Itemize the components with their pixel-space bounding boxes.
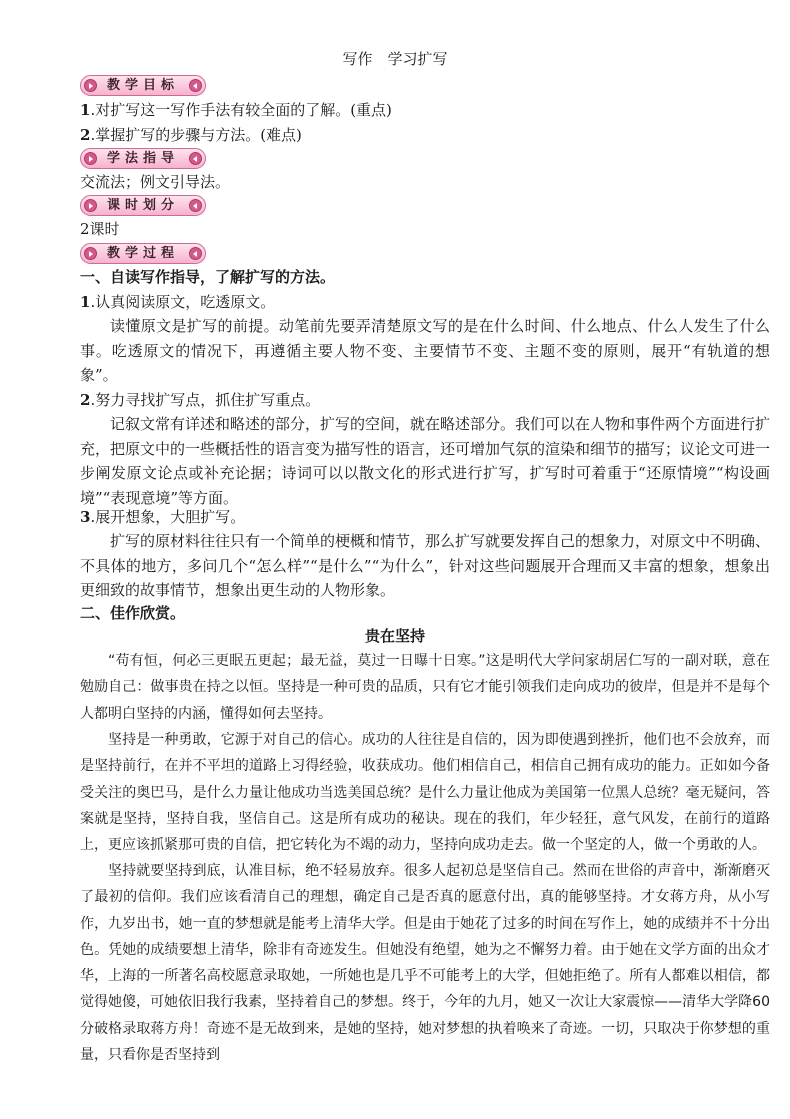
goal-2 xyxy=(80,123,770,147)
section-badge-goals xyxy=(80,75,206,96)
left-arrow-icon xyxy=(84,152,97,165)
step-2-title xyxy=(80,388,770,412)
goal-1 xyxy=(80,98,770,122)
step-2-paragraph: 记叙文常有详述和略述的部分，扩写的空间，就在略述部分。我们可以在人物和事件两个方面进行扩充，把原文中的一些概括性的语言变为描写性的语言，还可增加气氛的渲染和细节的描写；议论文可进一步阐发原文论点或补充论据；诗词可以以散文化的形式进行扩写，扩写时可着重于“还原情境”“构设画境”“表现意境”等方面。 xyxy=(80,415,771,507)
right-arrow-icon xyxy=(189,199,202,212)
step-3-title xyxy=(80,505,770,529)
step-3-paragraph: 扩写的原材料往往只有一个简单的梗概和情节，那么扩写就要发挥自己的想象力，对原文中不明确、不具体的地方，多问几个“怎么样”“是什么”“为什么”，针对这些问题展开合理而又丰富的想象，想象出更细致的故事情节，想象出更生动的人物形象。 xyxy=(80,532,771,599)
essay-paragraph-1: “苟有恒，何必三更眠五更起；最无益，莫过一日曝十日寒。”这是明代大学问家胡居仁写的一副对联，意在勉励自己：做事贵在持之以恒。坚持是一种可贵的品质，只有它才能引领我们走向成功的彼岸，但是并不是每个人都明白坚持的内涵，懂得如何去坚持。 xyxy=(80,653,770,722)
essay-title: 贵在坚持 xyxy=(364,627,425,645)
right-arrow-icon xyxy=(189,79,202,92)
left-arrow-icon xyxy=(84,199,97,212)
section-heading-1: 一、自读写作指导，了解扩写的方法。 xyxy=(80,268,336,286)
section-heading-2: 二、佳作欣赏。 xyxy=(80,604,186,622)
essay-paragraph-2: 坚持是一种勇敢，它源于对自己的信心。成功的人往往是自信的，因为即使遇到挫折，他们也不会放弃，而是坚持前行，在并不平坦的道路上习得经验，收获成功。他们相信自己，相信自己拥有成功的能力。正如如今备受关注的奥巴马，是什么力量让他成功当选美国总统？是什么力量让他成为美国第一位黑人总统？毫无疑问，答案就是坚持，坚持自我，坚信自己。这是所有成功的秘诀。现在的我们，年少轻狂，意气风发，在前行的道路上，更应该抓紧那可贵的自信，把它转化为不竭的动力，坚持向成功走去。做一个坚定的人，做一个勇敢的人。 xyxy=(80,732,770,854)
hours-text: 2课时 xyxy=(80,220,120,238)
step-title: .认真阅读原文，吃透原文。 xyxy=(90,293,276,311)
goal-text: .对扩写这一写作手法有较全面的了解。(重点) xyxy=(90,101,392,119)
step-1-paragraph: 读懂原文是扩写的前提。动笔前先要弄清楚原文写的是在什么时间、什么地点、什么人发生了什么事。吃透原文的情况下，再遵循主要人物不变、主要情节不变、主题不变的原则，展开“有轨道的想象”。 xyxy=(80,317,770,384)
badge-label: 学法指导 xyxy=(106,151,179,166)
step-title: .努力寻找扩写点，抓住扩写重点。 xyxy=(90,391,321,409)
essay-paragraph-3: 坚持就要坚持到底，认准目标，绝不轻易放弃。很多人起初总是坚信自己。然而在世俗的声音中，渐渐磨灭了最初的信仰。我们应该看清自己的理想，确定自己是否真的愿意付出，真的能够坚持。才女蒋方舟，从小写作，九岁出书，她一直的梦想就是能考上清华大学。但是由于她花了过多的时间在写作上，她的成绩并不十分出色。凭她的成绩要想上清华，除非有奇迹发生。但她没有绝望，她为之不懈努力着。由于她在文学方面的出众才华，上海的一所著名高校愿意录取她，一所她也是几乎不可能考上的大学，但她拒绝了。所有人都难以相信，都觉得她傻，可她依旧我行我素，坚持着自己的梦想。终于，今年的九月，她又一次让大家震惊——清华大学降60分破格录取蒋方舟！奇迹不是无故到来，是她的坚持，她对梦想的执着唤来了奇迹。一切，只取决于你梦想的重量，只看你是否坚持到 xyxy=(80,863,770,1064)
goal-number: 2 xyxy=(80,126,91,144)
section-badge-methods xyxy=(80,148,206,169)
step-number: 2 xyxy=(80,391,91,409)
left-arrow-icon xyxy=(84,79,97,92)
step-1-title xyxy=(80,290,770,314)
section-badge-process xyxy=(80,243,206,264)
step-number: 3 xyxy=(80,508,91,526)
step-number: 1 xyxy=(80,293,91,311)
badge-label: 教学目标 xyxy=(106,78,179,93)
left-arrow-icon xyxy=(84,247,97,260)
page-title: 写作 学习扩写 xyxy=(342,50,448,68)
right-arrow-icon xyxy=(189,152,202,165)
step-title: .展开想象，大胆扩写。 xyxy=(90,508,246,526)
section-badge-hours xyxy=(80,195,206,216)
right-arrow-icon xyxy=(189,247,202,260)
badge-label: 课时划分 xyxy=(106,198,179,213)
badge-label: 教学过程 xyxy=(106,246,179,261)
goal-number: 1 xyxy=(80,101,91,119)
methods-text: 交流法；例文引导法。 xyxy=(80,173,231,191)
goal-text: .掌握扩写的步骤与方法。(难点) xyxy=(90,126,302,144)
